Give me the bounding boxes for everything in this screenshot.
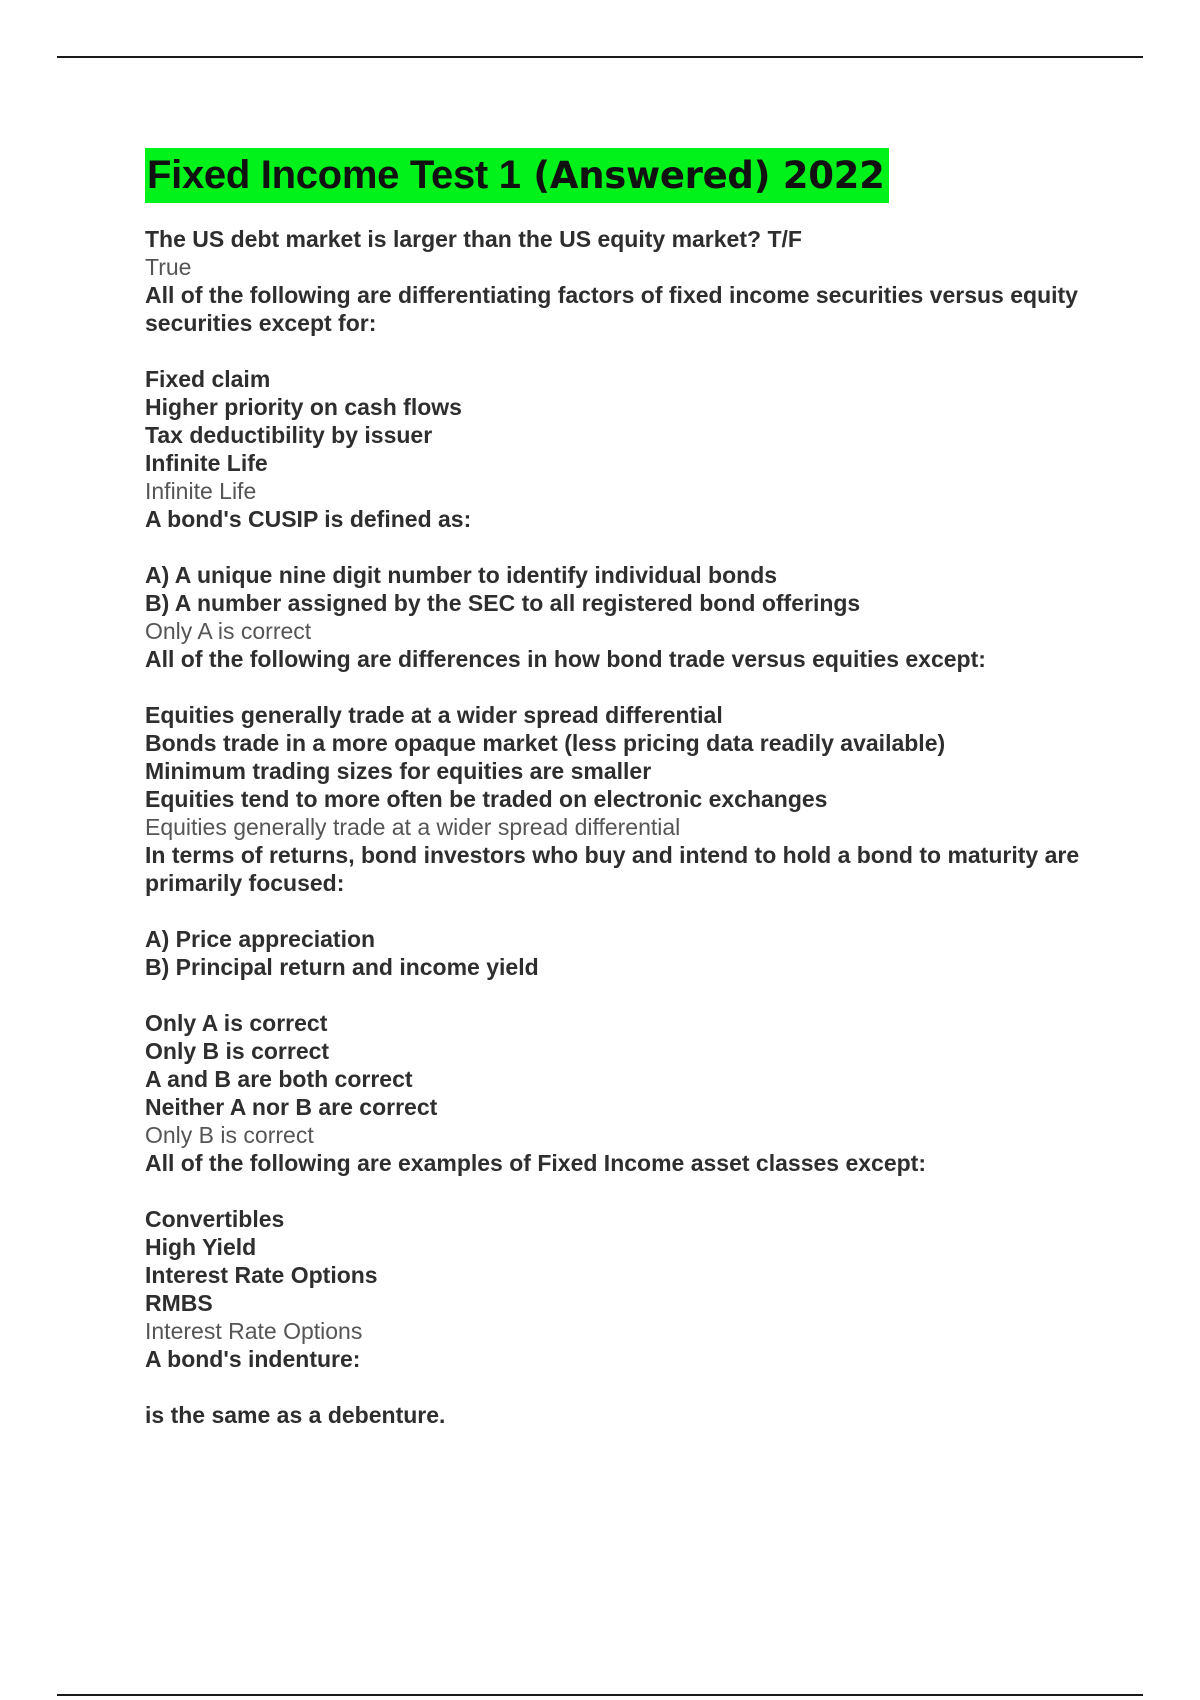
title-main: Fixed Income Test 1 [147, 153, 521, 197]
spacer [145, 897, 1095, 925]
answer: Interest Rate Options [145, 1318, 363, 1344]
spacer [145, 337, 1095, 365]
spacer [145, 1177, 1095, 1205]
bottom-rule [57, 1694, 1143, 1696]
title-suffix: (Answered) 2022 [520, 154, 885, 197]
option: Minimum trading sizes for equities are smaller [145, 758, 652, 784]
question: All of the following are differentiating factors of fixed income securities versus equity securities except for: [145, 282, 1078, 336]
option: Equities tend to more often be traded on electronic exchanges [145, 786, 828, 812]
option: Convertibles [145, 1206, 285, 1232]
top-rule [57, 56, 1143, 58]
question: A bond's CUSIP is defined as: [145, 506, 472, 532]
option: B) A number assigned by the SEC to all registered bond offerings [145, 590, 861, 616]
spacer [145, 673, 1095, 701]
option: Tax deductibility by issuer [145, 422, 433, 448]
question: In terms of returns, bond investors who buy and intend to hold a bond to maturity are primarily focused: [145, 842, 1080, 896]
answer: Equities generally trade at a wider spread differential [145, 814, 681, 840]
option: is the same as a debenture. [145, 1402, 446, 1428]
option: Bonds trade in a more opaque market (less pricing data readily available) [145, 730, 946, 756]
option: Neither A nor B are correct [145, 1094, 438, 1120]
option: Higher priority on cash flows [145, 394, 462, 420]
spacer [145, 1373, 1095, 1401]
question: The US debt market is larger than the US equity market? T/F [145, 226, 802, 252]
spacer [145, 533, 1095, 561]
option: RMBS [145, 1290, 213, 1316]
question: A bond's indenture: [145, 1346, 361, 1372]
question: All of the following are examples of Fixed Income asset classes except: [145, 1150, 926, 1176]
option: A and B are both correct [145, 1066, 413, 1092]
answer: Infinite Life [145, 478, 257, 504]
option: Equities generally trade at a wider spread differential [145, 702, 723, 728]
option: Interest Rate Options [145, 1262, 378, 1288]
question: All of the following are differences in how bond trade versus equities except: [145, 646, 986, 672]
option: Only A is correct [145, 1010, 328, 1036]
option: Only B is correct [145, 1038, 330, 1064]
spacer [145, 981, 1095, 1009]
answer: True [145, 254, 192, 280]
document-title [145, 148, 889, 203]
answer: Only B is correct [145, 1122, 314, 1148]
document-body [145, 148, 1095, 1429]
option: High Yield [145, 1234, 257, 1260]
option: Fixed claim [145, 366, 271, 392]
option: Infinite Life [145, 450, 268, 476]
option: B) Principal return and income yield [145, 954, 539, 980]
answer: Only A is correct [145, 618, 312, 644]
option: A) Price appreciation [145, 926, 376, 952]
option: A) A unique nine digit number to identify individual bonds [145, 562, 778, 588]
